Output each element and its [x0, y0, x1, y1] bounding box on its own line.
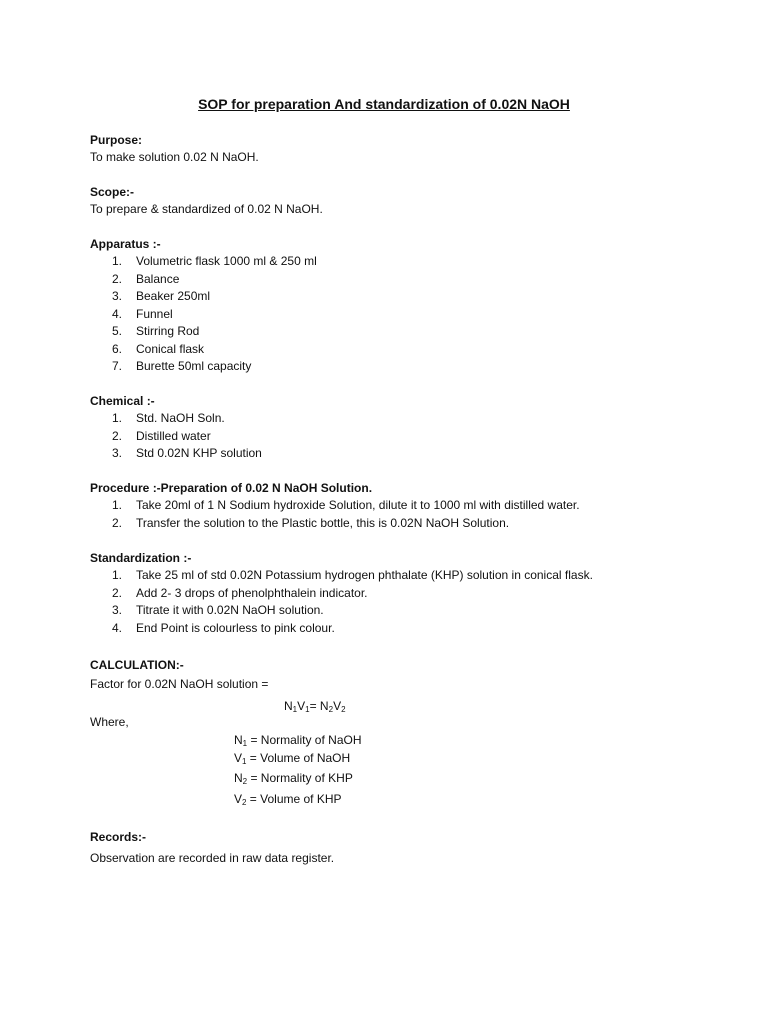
eq-subscript: 1: [305, 705, 310, 714]
scope-text: To prepare & standardized of 0.02 N NaOH.: [90, 202, 323, 216]
calculation-section: [90, 657, 730, 693]
def-symbol: V: [234, 751, 243, 765]
list-text: Transfer the solution to the Plastic bottle, this is 0.02N NaOH Solution.: [136, 515, 510, 530]
list-text: Beaker 250ml: [136, 289, 211, 303]
calculation-heading: CALCULATION:-: [90, 658, 184, 672]
list-text: Titrate it with 0.02N NaOH solution.: [136, 603, 324, 617]
list-text: Take 25 ml of std 0.02N Potassium hydrogen phthalate (KHP) solution in conical flask.: [136, 568, 593, 582]
list-number: 1.: [112, 411, 123, 425]
eq-subscript: 2: [328, 705, 334, 714]
apparatus-section: [90, 236, 730, 376]
eq-symbol: V: [297, 699, 306, 713]
eq-symbol: = N: [309, 699, 329, 713]
standardization-section: [90, 550, 730, 637]
apparatus-heading: Apparatus :-: [90, 237, 161, 251]
apparatus-list: [90, 253, 730, 376]
def-subscript: 2: [242, 798, 247, 807]
records-text: Observation are recorded in raw data register.: [90, 851, 335, 865]
records-heading: Records:-: [90, 830, 147, 844]
list-number: 2.: [112, 515, 123, 530]
list-text: Std. NaOH Soln.: [136, 411, 225, 425]
def-text: = Normality of KHP: [247, 771, 353, 785]
chemical-list: [90, 410, 730, 463]
chemical-section: [90, 393, 730, 463]
purpose-section: [90, 132, 730, 166]
def-text: = Volume of NaOH: [246, 751, 351, 765]
list-item: [90, 271, 730, 289]
list-item: [90, 585, 730, 603]
def-symbol: V: [234, 792, 243, 806]
purpose-text: To make solution 0.02 N NaOH.: [90, 150, 259, 164]
eq-subscript: 1: [292, 705, 298, 714]
list-text: Conical flask: [136, 341, 205, 356]
list-number: 1.: [112, 498, 123, 512]
def-subscript: 1: [242, 739, 248, 748]
list-number: 2.: [112, 271, 123, 286]
list-number: 4.: [112, 306, 123, 321]
list-text: End Point is colourless to pink colour.: [136, 620, 335, 635]
list-number: 3.: [112, 446, 123, 460]
list-number: 7.: [112, 359, 123, 373]
list-item: [90, 253, 730, 271]
list-text: Add 2- 3 drops of phenolphthalein indicator.: [136, 585, 368, 600]
def-symbol: N: [234, 733, 243, 747]
definition-v2: [234, 791, 342, 808]
standardization-heading: Standardization :-: [90, 551, 192, 565]
procedure-heading: Procedure :-Preparation of 0.02 N NaOH Solution.: [90, 481, 373, 495]
def-subscript: 2: [242, 777, 248, 786]
list-item: [90, 323, 730, 341]
def-text: = Volume of KHP: [246, 792, 342, 806]
list-text: Std 0.02N KHP solution: [136, 446, 262, 460]
def-text: = Normality of NaOH: [247, 733, 362, 747]
scope-section: [90, 184, 730, 218]
purpose-heading: Purpose:: [90, 133, 143, 147]
list-number: 3.: [112, 603, 123, 617]
page-title: SOP for preparation And standardization of 0.02N NaOH: [198, 96, 570, 112]
list-text: Distilled water: [136, 428, 211, 443]
procedure-section: [90, 480, 730, 532]
list-number: 1.: [112, 568, 123, 582]
procedure-list: [90, 497, 730, 532]
eq-symbol: V: [333, 699, 342, 713]
def-subscript: 1: [242, 757, 247, 766]
standardization-list: [90, 567, 730, 637]
list-number: 4.: [112, 620, 123, 635]
definition-n1: [234, 732, 362, 749]
list-item: [90, 358, 730, 376]
list-number: 2.: [112, 428, 123, 443]
list-text: Burette 50ml capacity: [136, 359, 252, 373]
list-number: 1.: [112, 254, 123, 268]
list-text: Take 20ml of 1 N Sodium hydroxide Solution, dilute it to 1000 ml with distilled water.: [136, 498, 580, 512]
chemical-heading: Chemical :-: [90, 394, 155, 408]
list-item: [90, 515, 730, 533]
list-item: [90, 620, 730, 638]
records-section: [90, 829, 730, 867]
list-number: 2.: [112, 585, 123, 600]
list-item: [90, 445, 730, 463]
list-item: [90, 428, 730, 446]
list-number: 5.: [112, 324, 123, 338]
list-text: Balance: [136, 271, 180, 286]
definition-v1: [234, 750, 350, 767]
list-text: Funnel: [136, 306, 173, 321]
definition-n2: [234, 770, 353, 787]
list-item: [90, 567, 730, 585]
list-text: Stirring Rod: [136, 324, 200, 338]
list-item: [90, 602, 730, 620]
list-item: [90, 497, 730, 515]
eq-subscript: 2: [341, 705, 346, 714]
list-item: [90, 410, 730, 428]
def-symbol: N: [234, 771, 243, 785]
where-label: Where,: [90, 715, 129, 729]
factor-equation: [284, 698, 346, 715]
factor-line: Factor for 0.02N NaOH solution =: [90, 677, 269, 691]
list-item: [90, 288, 730, 306]
list-number: 3.: [112, 289, 123, 303]
list-text: Volumetric flask 1000 ml & 250 ml: [136, 254, 317, 268]
eq-symbol: N: [284, 699, 293, 713]
list-item: [90, 341, 730, 359]
list-item: [90, 306, 730, 324]
scope-heading: Scope:-: [90, 185, 135, 199]
list-number: 6.: [112, 341, 123, 356]
